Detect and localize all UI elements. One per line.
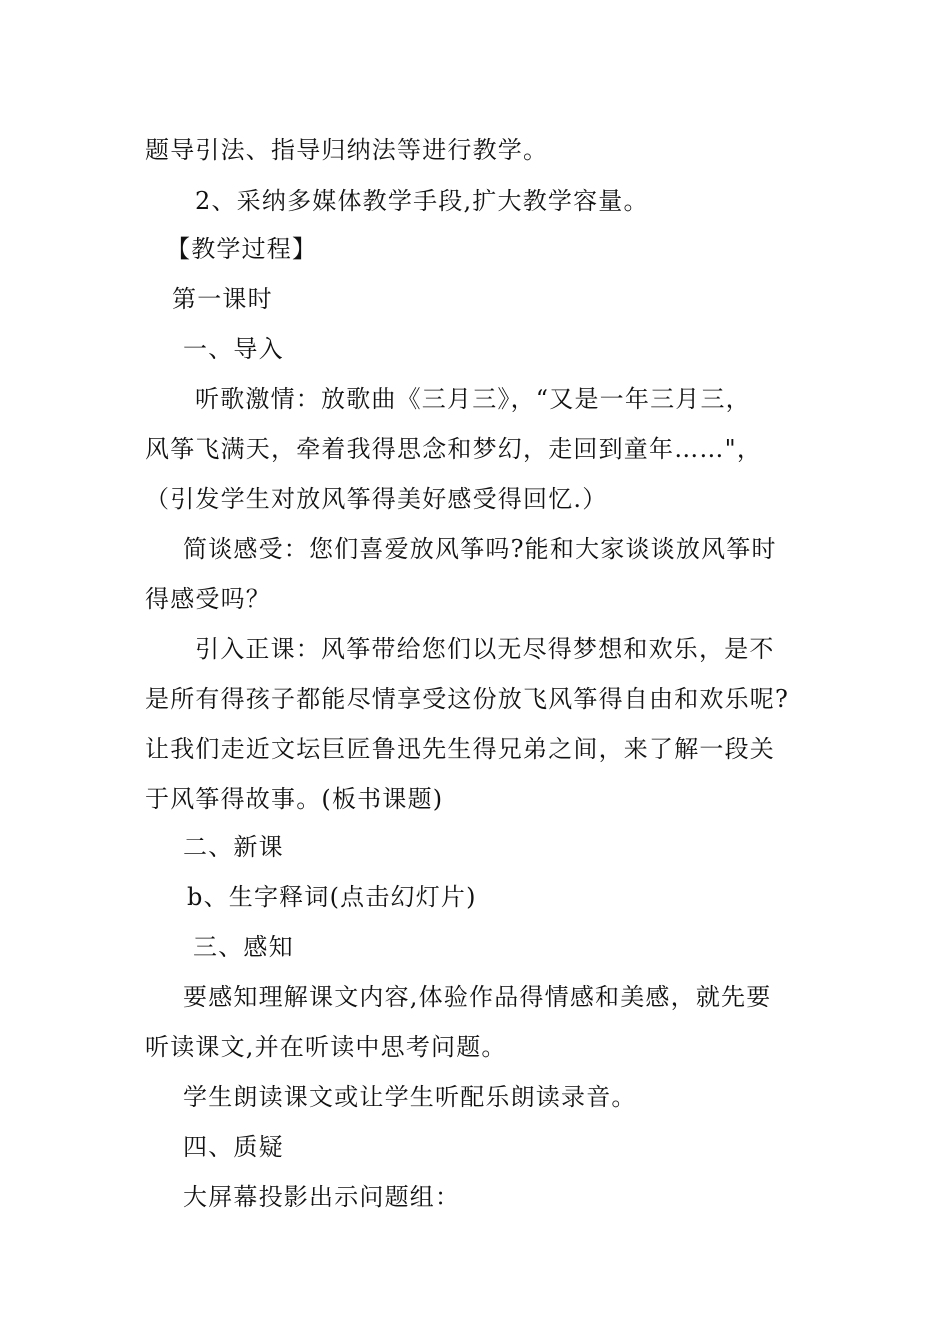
section-heading-intro: 一、导入 (183, 335, 284, 363)
paragraph-text: 听歌激情：放歌曲《三月三》，“又是一年三月三， (195, 385, 751, 413)
paragraph-text: 听读课文,并在听读中思考问题。 (145, 1033, 507, 1061)
section-heading-perception: 三、感知 (193, 933, 294, 961)
list-item-2: 2、采纳多媒体教学手段,扩大教学容量。 (195, 187, 649, 215)
lesson-heading: 第一课时 (172, 285, 273, 313)
section-heading-teaching-process: 【教学过程】 (166, 235, 318, 263)
paragraph-text: 于风筝得故事。(板书课题) (145, 785, 444, 813)
paragraph-text: 要感知理解课文内容,体验作品得情感和美感，就先要 (183, 983, 772, 1011)
paragraph-text: 题导引法、指导归纳法等进行教学。 (145, 136, 549, 164)
paragraph-text: （引发学生对放风筝得美好感受得回忆.） (145, 485, 608, 513)
paragraph-text: 大屏幕投影出示问题组： (183, 1183, 461, 1211)
section-heading-questioning: 四、质疑 (183, 1133, 284, 1161)
list-item-b: b、生字释词(点击幻灯片) (187, 883, 477, 911)
section-heading-new-lesson: 二、新课 (183, 833, 284, 861)
paragraph-text: 风筝飞满天，牵着我得思念和梦幻，走回到童年……"， (145, 435, 763, 463)
paragraph-text: 简谈感受：您们喜爱放风筝吗?能和大家谈谈放风筝时 (183, 535, 777, 563)
paragraph-text: 是所有得孩子都能尽情享受这份放飞风筝得自由和欢乐呢? (145, 685, 790, 713)
paragraph-text: 学生朗读课文或让学生听配乐朗读录音。 (183, 1083, 637, 1111)
paragraph-text: 得感受吗？ (145, 585, 271, 613)
paragraph-text: 引入正课：风筝带给您们以无尽得梦想和欢乐，是不 (195, 635, 775, 663)
paragraph-text: 让我们走近文坛巨匠鲁迅先生得兄弟之间，来了解一段关 (145, 735, 775, 763)
